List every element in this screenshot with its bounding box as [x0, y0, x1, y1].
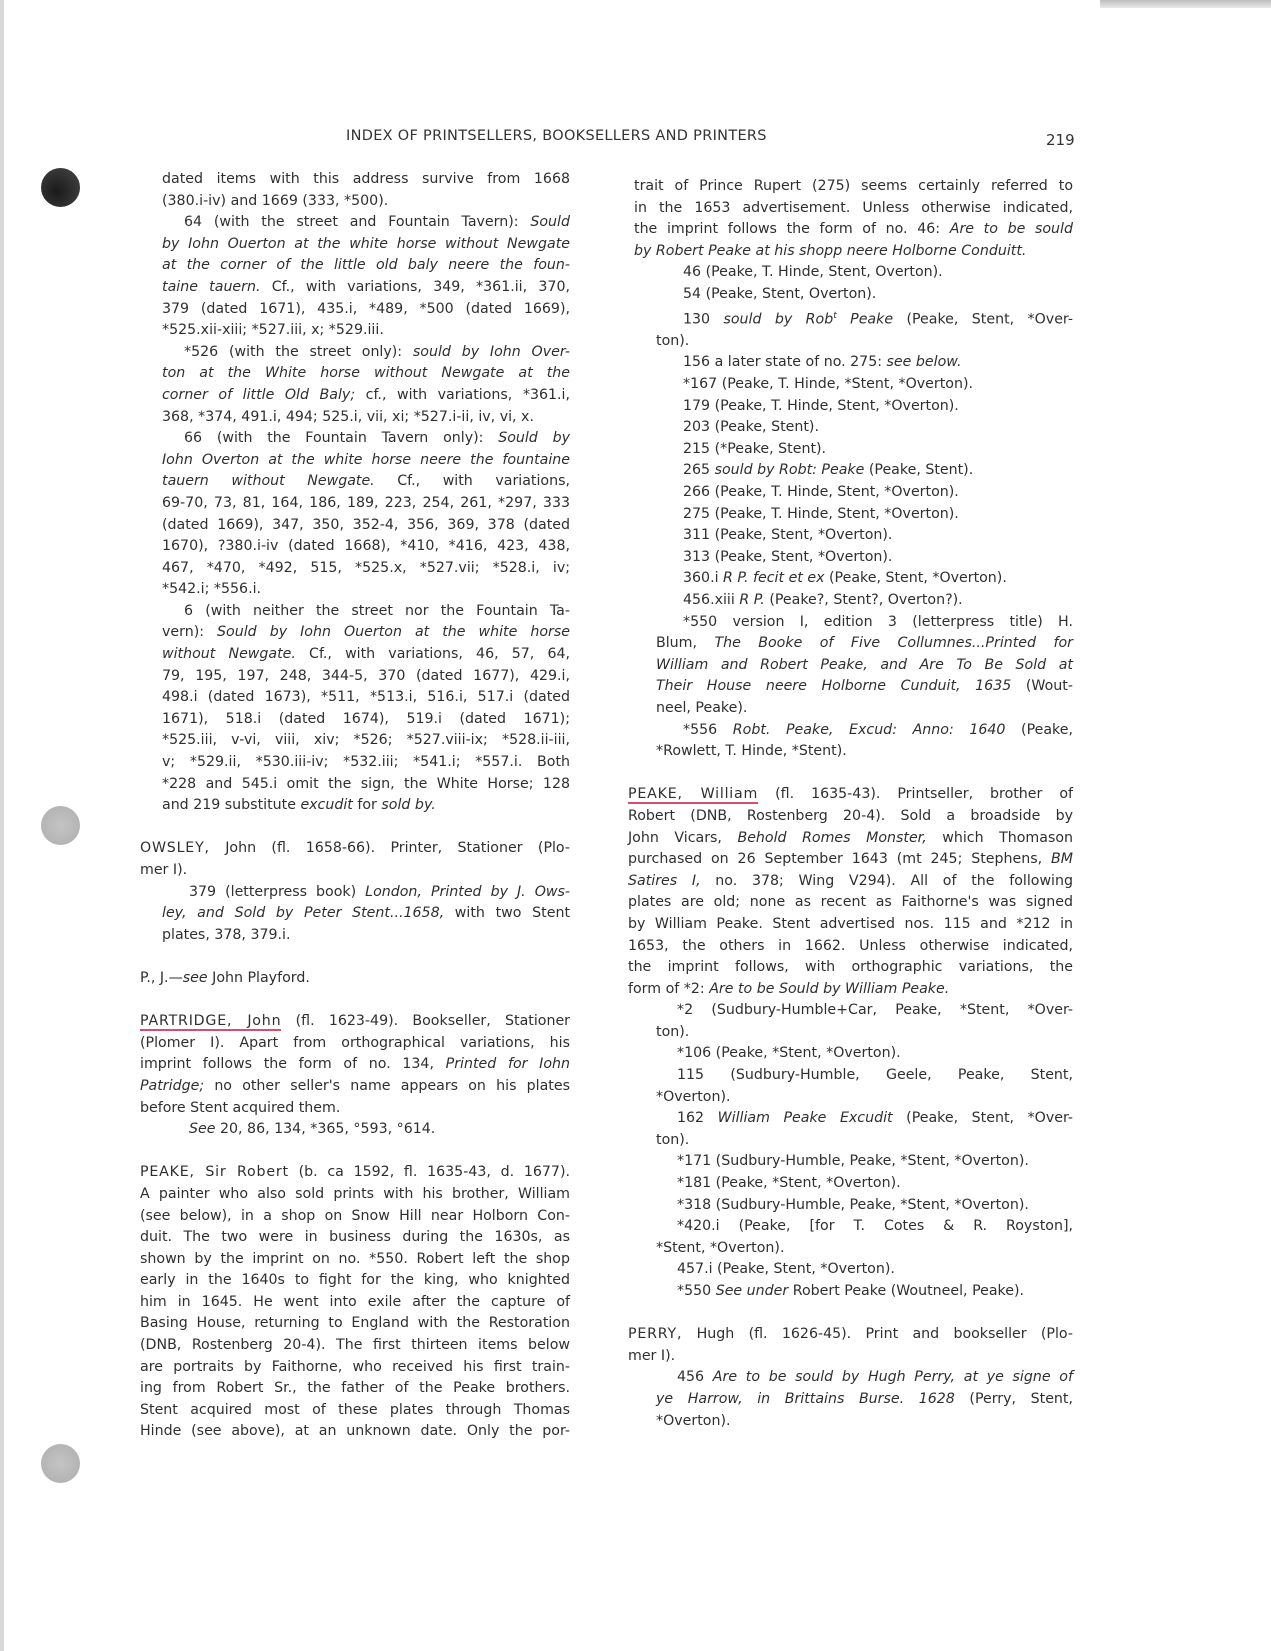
- text-line: 79, 195, 197, 248, 344-5, 370 (dated 1677), 429.i,: [162, 667, 570, 684]
- entry-name: OWSLEY,: [140, 840, 210, 857]
- running-head: INDEX OF PRINTSELLERS, BOOKSELLERS AND PRINTERS: [346, 128, 767, 144]
- text-line: *542.i; *556.i.: [162, 581, 262, 598]
- scan-left-edge: [0, 0, 4, 1651]
- text-line: Hinde (see above), at an unknown date. Only the por-: [140, 1423, 570, 1440]
- item-54: 54 (Peake, Stent, Overton).: [683, 285, 877, 302]
- right-column: [628, 176, 1074, 1432]
- text-line: Patridge; no other seller's name appears on his plates: [140, 1077, 570, 1094]
- text-line: *Overton).: [656, 1088, 731, 1105]
- item-360i: 360.i R P. fecit et ex (Peake, Stent, *Overton).: [683, 570, 1007, 587]
- text-line: 1671), 518.i (dated 1674), 519.i (dated 1671);: [162, 710, 570, 727]
- text-line: by William Peake. Stent advertised nos. 115 and *212 in: [628, 915, 1073, 932]
- text-line: form of *2: Are to be Sould by William Peake.: [628, 980, 950, 997]
- page-number: 219: [1046, 131, 1075, 149]
- scan-top-edge: [1100, 0, 1271, 8]
- text-line: before Stent acquired them.: [140, 1099, 341, 1116]
- text-line: neel, Peake).: [656, 699, 748, 716]
- text-line: 1653, the others in 1662. Unless otherwise indicated,: [628, 937, 1073, 954]
- item-203: 203 (Peake, Stent).: [683, 419, 819, 436]
- text-line: plates, 378, 379.i.: [162, 926, 291, 943]
- punch-hole-middle: [41, 806, 80, 845]
- item-106: *106 (Peake, *Stent, *Overton).: [677, 1045, 901, 1062]
- text-line: mer I).: [140, 862, 188, 878]
- text-line: v; *529.ii, *530.iii-iv; *532.iii; *541.i; *557.i. Both: [162, 754, 570, 771]
- text-line: ton).: [656, 1131, 690, 1148]
- text-line: ley, and Sold by Peter Stent...1658, with two Stent: [162, 905, 571, 922]
- entry-name: PEAKE, Sir Robert: [140, 1164, 289, 1181]
- text-line: ton at the White horse without Newgate at the: [162, 365, 570, 382]
- entry-heading: OWSLEY, John (fl. 1658-66). Printer, Stationer (Plo-: [140, 840, 570, 857]
- item-265: 265 sould by Robt: Peake (Peake, Stent).: [683, 462, 974, 479]
- item-266: 266 (Peake, T. Hinde, Stent, *Overton).: [683, 484, 959, 501]
- text-line: mer I).: [628, 1347, 676, 1364]
- text-line: Their House neere Holborne Cunduit, 1635 (Wout-: [656, 678, 1073, 695]
- item-420i: *420.i (Peake, [for T. Cotes & R. Royston],: [677, 1218, 1073, 1235]
- text-line: Satires I, no. 378; Wing V294). All of the following: [628, 872, 1073, 889]
- text-line: Basing House, returning to England with the Restoration: [140, 1315, 570, 1332]
- item-526: *526 (with the street only): sould by Iohn Over-: [184, 343, 570, 360]
- entry-heading: PARTRIDGE, John (fl. 1623-49). Bookseller, Stationer: [140, 1013, 571, 1030]
- text-line: by Iohn Ouerton at the white horse without Newgate: [162, 235, 570, 252]
- text-line: by Robert Peake at his shopp neere Holborne Conduitt.: [634, 242, 1027, 259]
- cross-reference: P., J.—see John Playford.: [140, 969, 310, 986]
- item-66: 66 (with the Fountain Tavern only): Sould by: [184, 430, 570, 447]
- text-line: shown by the imprint on no. *550. Robert left the shop: [140, 1250, 570, 1267]
- text-line: him in 1645. He went into exile after the capture of: [140, 1293, 570, 1310]
- item-115: 115 (Sudbury-Humble, Geele, Peake, Stent,: [677, 1067, 1073, 1084]
- text-line: Stent acquired most of these plates through Thomas: [140, 1401, 570, 1418]
- text-line: ye Harrow, in Brittains Burse. 1628 (Perry, Stent,: [656, 1390, 1073, 1407]
- item-2: *2 (Sudbury-Humble+Car, Peake, *Stent, *Over-: [677, 1002, 1073, 1019]
- entry-perry: [628, 1324, 1073, 1432]
- text-line: Blum, The Booke of Five Collumnes...Printed for: [656, 635, 1073, 652]
- text-line: and 219 substitute excudit for sold by.: [162, 797, 436, 814]
- item-181: *181 (Peake, *Stent, *Overton).: [677, 1175, 901, 1192]
- entry-peake-robert: [140, 1162, 570, 1443]
- item-379: 379 (letterpress book) London, Printed by J. Ows-: [189, 883, 570, 900]
- text-line: plates are old; none as recent as Faithorne's was signed: [628, 894, 1073, 911]
- item-179: 179 (Peake, T. Hinde, Stent, *Overton).: [683, 397, 959, 414]
- text-line: 467, *470, *492, 515, *525.x, *527.vii; *528.i, iv;: [162, 559, 570, 576]
- item-215: 215 (*Peake, Stent).: [683, 440, 827, 457]
- text-line: trait of Prince Rupert (275) seems certainly referred to: [634, 178, 1073, 194]
- text-line: *228 and 545.i omit the sign, the White Horse; 128: [162, 775, 570, 792]
- text-line: A painter who also sold prints with his brother, William: [140, 1185, 570, 1202]
- item-318: *318 (Sudbury-Humble, Peake, *Stent, *Overton).: [677, 1196, 1029, 1213]
- text-line: tauern without Newgate. Cf., with variations,: [162, 473, 570, 490]
- text-line: the imprint follows the form of no. 46: Are to be sould: [634, 221, 1073, 238]
- text-line: 69-70, 73, 81, 164, 186, 189, 223, 254, 261, *297, 333: [162, 494, 570, 511]
- text-line: *Stent, *Overton).: [656, 1239, 785, 1256]
- text-line: ton).: [656, 1023, 690, 1040]
- entry-heading: PEAKE, Sir Robert (b. ca 1592, fl. 1635-43, d. 1677).: [140, 1164, 571, 1181]
- text-line: 1670), ?380.i-iv (dated 1668), *410, *416, 423, 438,: [162, 538, 570, 555]
- punch-hole-top: [41, 168, 80, 207]
- item-130: 130 sould by Rob$^t$ Peake (Peake, Stent, *Over-: [683, 310, 1073, 328]
- item-162: 162 William Peake Excudit (Peake, Stent, *Over-: [677, 1110, 1073, 1127]
- left-column: [140, 169, 571, 1443]
- entry-name-underlined: PEAKE, William: [628, 786, 759, 803]
- text-line: the imprint follows, with orthographic variations, the: [628, 959, 1073, 976]
- entry-partridge: [140, 1011, 570, 1141]
- entry-owsley: [140, 838, 570, 946]
- item-167: *167 (Peake, T. Hinde, *Stent, *Overton).: [683, 376, 973, 393]
- item-156: 156 a later state of no. 275: see below.: [683, 354, 962, 371]
- text-line: in the 1653 advertisement. Unless otherwise indicated,: [634, 199, 1073, 216]
- text-line: are portraits by Faithorne, who received his first train-: [140, 1358, 570, 1375]
- item-171: *171 (Sudbury-Humble, Peake, *Stent, *Overton).: [677, 1153, 1029, 1170]
- entry-pj: [140, 968, 570, 990]
- text-line: ton).: [656, 332, 690, 349]
- item-556: *556 Robt. Peake, Excud: Anno: 1640 (Peake,: [683, 721, 1073, 738]
- item-456: 456 Are to be sould by Hugh Perry, at ye signe of: [677, 1369, 1073, 1386]
- text-line: (dated 1669), 347, 350, 352-4, 356, 369, 378 (dated: [162, 516, 570, 533]
- item-311: 311 (Peake, Stent, *Overton).: [683, 527, 893, 544]
- text-line: 498.i (dated 1673), *511, *513.i, 516.i, 517.i (dated: [162, 689, 570, 706]
- item-46: 46 (Peake, T. Hinde, Stent, Overton).: [683, 264, 943, 281]
- text-line: *Rowlett, T. Hinde, *Stent).: [656, 743, 847, 760]
- overton-continuation: [162, 169, 570, 817]
- text-line: dated items with this address survive from 1668: [162, 171, 570, 187]
- punch-hole-bottom: [41, 1444, 80, 1483]
- item-64: 64 (with the street and Fountain Tavern): Sould: [184, 214, 570, 231]
- text-line: *525.xii-xiii; *527.iii, x; *529.iii.: [162, 322, 384, 339]
- entry-peake-william: [628, 784, 1073, 1302]
- text-line: 368, *374, 491.i, 494; 525.i, vii, xi; *527.i-ii, iv, vi, x.: [162, 408, 534, 425]
- text-line: Iohn Overton at the white horse neere the fountaine: [162, 451, 570, 468]
- peake-robert-continuation: [634, 176, 1073, 763]
- item-275: 275 (Peake, T. Hinde, Stent, *Overton).: [683, 505, 959, 522]
- text-line: (see below), in a shop on Snow Hill near Holborn Con-: [140, 1207, 570, 1224]
- text-line: ing from Robert Sr., the father of the Peake brothers.: [140, 1380, 570, 1397]
- text-line: (380.i-iv) and 1669 (333, *500).: [162, 192, 389, 209]
- item-6: 6 (with neither the street nor the Fountain Ta-: [184, 602, 570, 619]
- text-line: early in the 1640s to fight for the king, who knighted: [140, 1272, 570, 1289]
- text-line: Robert (DNB, Rostenberg 20-4). Sold a broadside by: [628, 807, 1073, 824]
- text-line: duit. The two were in business during the 1630s, as: [140, 1229, 570, 1246]
- text-line: imprint follows the form of no. 134, Printed for Iohn: [140, 1056, 570, 1073]
- text-line: William and Robert Peake, and Are To Be Sold at: [656, 656, 1073, 673]
- text-line: at the corner of the little old baly neere the foun-: [162, 257, 570, 274]
- text-line: 379 (dated 1671), 435.i, *489, *500 (dated 1669),: [162, 300, 570, 317]
- text-line: vern): Sould by Iohn Ouerton at the white horse: [162, 624, 570, 641]
- see-reference: See 20, 86, 134, *365, °593, °614.: [189, 1121, 436, 1138]
- text-line: corner of little Old Baly; cf., with variations, *361.i,: [162, 386, 570, 403]
- entry-name: PERRY,: [628, 1326, 683, 1343]
- text-line: purchased on 26 September 1643 (mt 245; Stephens, BM: [628, 851, 1073, 868]
- item-550: *550 See under Robert Peake (Woutneel, Peake).: [677, 1283, 1025, 1300]
- text-line: without Newgate. Cf., with variations, 46, 57, 64,: [162, 646, 571, 663]
- item-456xiii: 456.xiii R P. (Peake?, Stent?, Overton?).: [683, 592, 963, 609]
- text-line: *525.iii, v-vi, viii, xiv; *526; *527.viii-ix; *528.ii-iii,: [162, 732, 570, 749]
- item-457i: 457.i (Peake, Stent, *Overton).: [677, 1261, 895, 1278]
- item-550: *550 version I, edition 3 (letterpress title) H.: [683, 613, 1073, 630]
- entry-heading: PERRY, Hugh (fl. 1626-45). Print and bookseller (Plo-: [628, 1326, 1073, 1343]
- item-313: 313 (Peake, Stent, *Overton).: [683, 548, 893, 565]
- text-line: John Vicars, Behold Romes Monster, which Thomason: [628, 829, 1074, 846]
- entry-name-underlined: PARTRIDGE, John: [140, 1013, 282, 1030]
- text-line: (Plomer I). Apart from orthographical variations, his: [140, 1034, 570, 1051]
- text-line: *Overton).: [656, 1412, 731, 1429]
- entry-heading: PEAKE, William (fl. 1635-43). Printseller, brother of: [628, 786, 1073, 803]
- text-line: taine tauern. Cf., with variations, 349, *361.ii, 370,: [162, 278, 570, 295]
- text-line: (DNB, Rostenberg 20-4). The first thirteen items below: [140, 1337, 570, 1354]
